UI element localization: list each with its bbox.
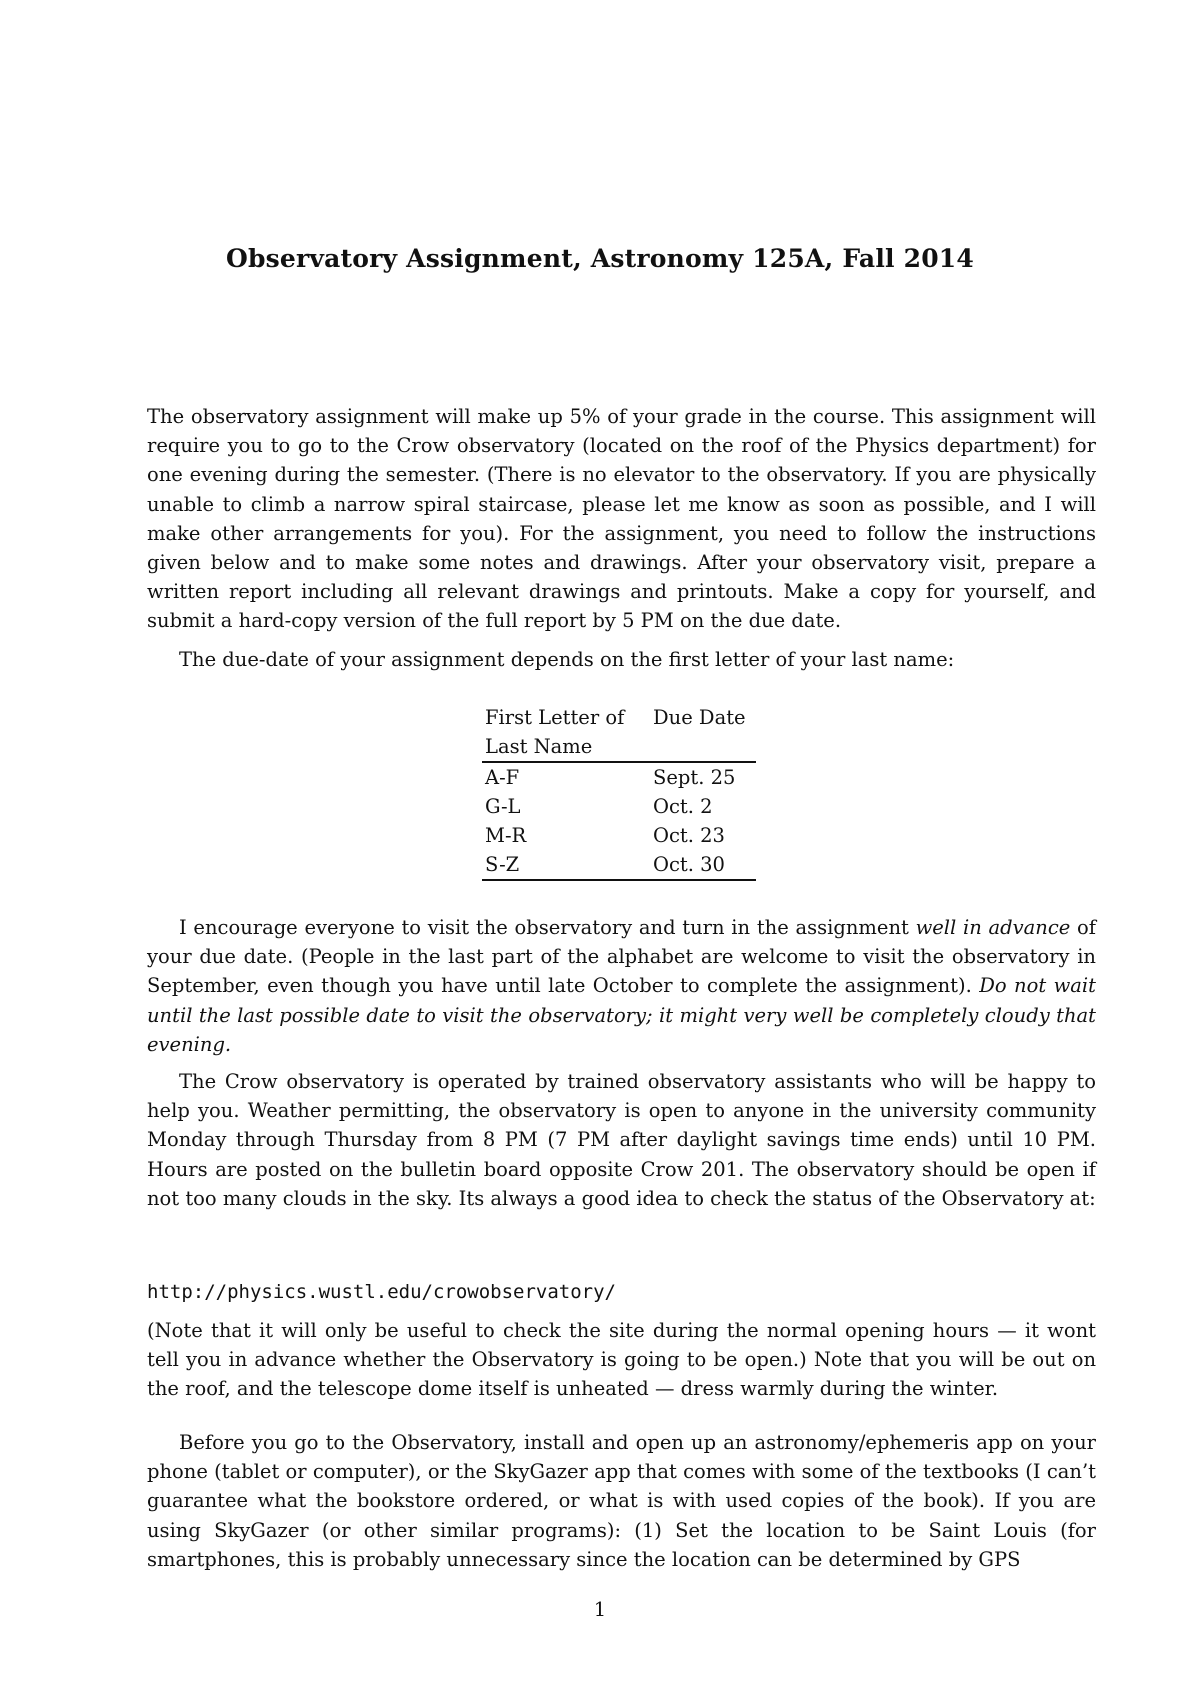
table-header-letter-line2: Last Name	[482, 732, 650, 762]
table-header-due-date: Due Date	[653, 706, 746, 729]
table-row	[482, 850, 756, 880]
observatory-url-link[interactable]: http://physics.wustl.edu/crowobservatory/	[147, 1281, 616, 1303]
table-cell-letters: G-L	[485, 795, 521, 818]
paragraph-encourage	[147, 913, 1096, 1059]
paragraph-observatory-hours: The Crow observatory is operated by trained observatory assistants who will be happy to help you. Weather permitting, the observatory is open to anyone in the university community Monday through Thursday from 8 PM (7 PM after daylight savings time ends) until 10 PM. Hours are posted on the bulletin board opposite Crow 201. The observatory should be open if not too many clouds in the sky. Its always a good idea to check the status of the Observatory at:	[147, 1070, 1096, 1210]
encourage-emphasis-advance: well in advance	[915, 916, 1071, 939]
paragraph-due-date-intro: The due-date of your assignment depends on the first letter of your last name:	[179, 648, 955, 671]
table-row	[482, 821, 756, 850]
paragraph-intro: The observatory assignment will make up 5% of your grade in the course. This assignment will require you to go to the Crow observatory (located on the roof of the Physics department) for one evening during the semester. (There is no elevator to the observatory. If you are physically unable to climb a narrow spiral staircase, please let me know as soon as possible, and I will make other arrangements for you). For the assignment, you need to follow the instructions given below and to make some notes and drawings. After your observatory visit, prepare a written report including all relevant drawings and printouts. Make a copy for yourself, and submit a hard-copy version of the full report by 5 PM on the due date.	[147, 405, 1096, 633]
table-row	[482, 792, 756, 821]
table-header-letter: First Letter of	[485, 706, 625, 729]
table-cell-letters: M-R	[485, 824, 527, 847]
table-cell-date: Oct. 2	[653, 795, 713, 818]
paragraph-app-instructions: Before you go to the Observatory, install and open up an astronomy/ephemeris app on your phone (tablet or computer), or the SkyGazer app that comes with some of the textbooks (I can’t guarantee what the bookstore ordered, or what is with used copies of the book). If you are using SkyGazer (or other similar programs): (1) Set the location to be Saint Louis (for smartphones, this is probably unnecessary since the location can be determined by GPS	[147, 1431, 1096, 1571]
table-cell-letters: A-F	[485, 766, 520, 789]
table-header-empty	[650, 732, 756, 762]
page-title: Observatory Assignment, Astronomy 125A, Fall 2014	[226, 244, 974, 273]
table-cell-date: Oct. 23	[653, 824, 725, 847]
table-row	[482, 762, 756, 792]
encourage-text-1: I encourage everyone to visit the observatory and turn in the assignment	[179, 916, 916, 939]
table-cell-date: Oct. 30	[650, 850, 756, 880]
page-number: 1	[593, 1598, 607, 1621]
paragraph-note: (Note that it will only be useful to check the site during the normal opening hours — it wont tell you in advance whether the Observatory is going to be open.) Note that you will be out on the roof, and the telescope dome itself is unheated — dress warmly during the winter.	[147, 1319, 1096, 1401]
encourage-emphasis-warning: Do not wait until the last possible date to visit the observatory; it might very well be completely cloudy that evening.	[147, 974, 1096, 1056]
table-cell-date: Sept. 25	[653, 766, 736, 789]
table-cell-letters: S-Z	[482, 850, 650, 880]
due-date-table	[482, 703, 756, 881]
encourage-text-2: of your due date. (People in the last part of the alphabet are welcome to visit the observatory in September, even though you have until late October to complete the assignment).	[147, 916, 1097, 998]
